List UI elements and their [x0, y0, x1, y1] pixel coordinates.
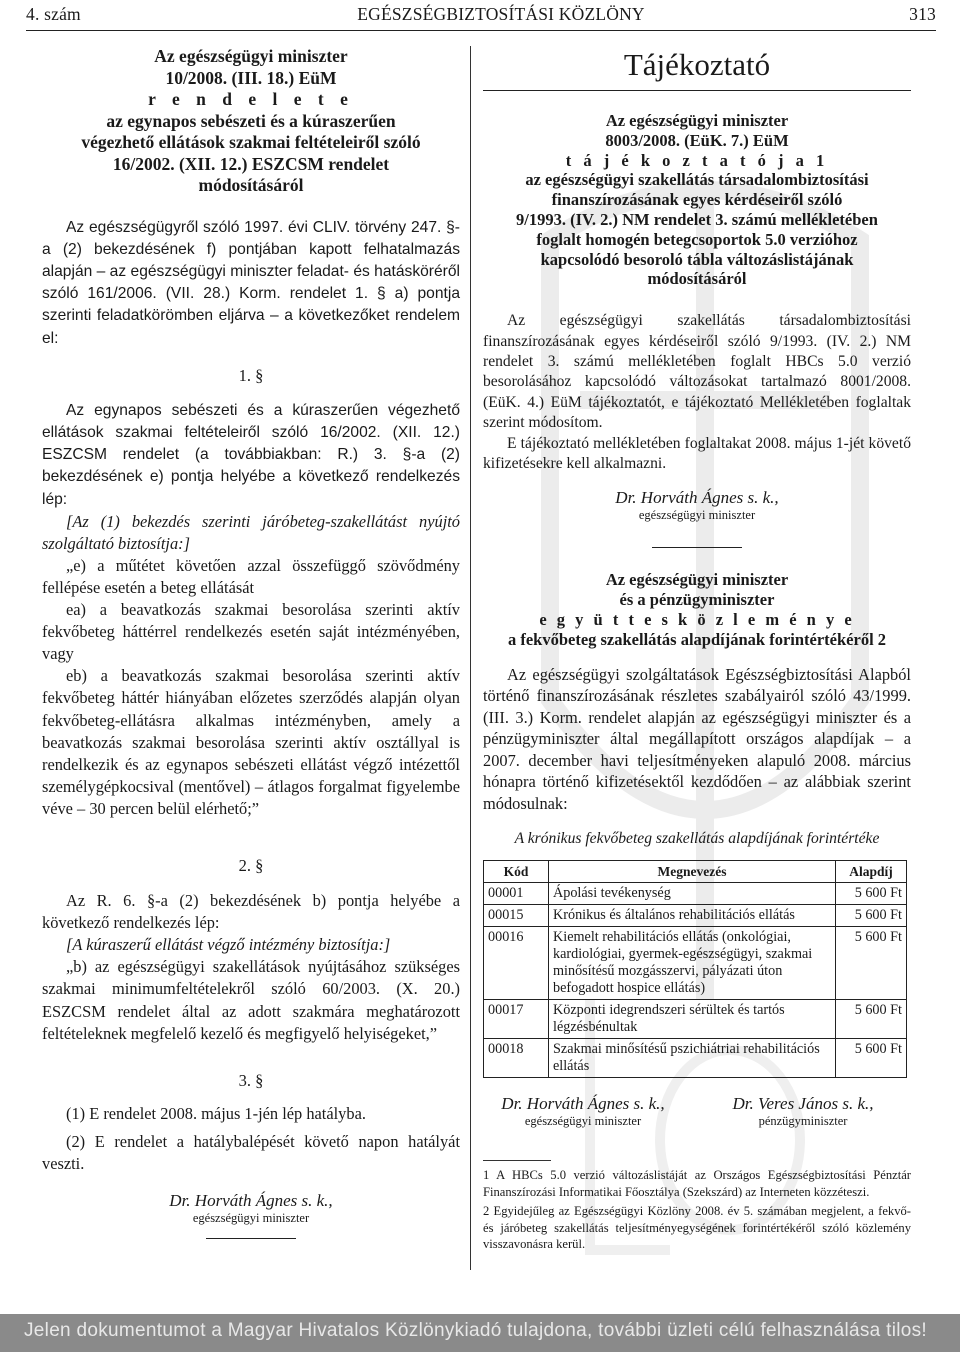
joint-notice-para: Az egészségügyi szolgáltatások Egészségbiztosítási Alapból történő finanszírozásának részletes szabályairól szóló 43/1999. (III. 3.) Korm. rendelet alapján az egészségügyi miniszter és a pénzügyminiszter által megállapított országos alapdíjak – a 2007. december havi teljesítményeken alapuló 2008. március hónapra történő kifizetésektől kezdődően – az alábbiak szerint módosulnak: — [483, 664, 911, 813]
fee-cell: 5 600 Ft — [836, 883, 907, 905]
issue-number: 4. szám — [26, 4, 81, 24]
header-rule — [26, 30, 936, 31]
page-header — [26, 4, 936, 28]
notice-para-2: E tájékoztató mellékletében foglaltakat 2008. május 1-jét követő kifizetésekre kell alkalmazni. — [483, 434, 911, 473]
title-line: Az egészségügyi miniszter — [154, 46, 348, 66]
table-row — [484, 927, 907, 1000]
code-cell: 00018 — [484, 1039, 549, 1078]
section-1-item-e: „e) a műtétet követően azzal összefüggő szövődmény fellépése esetén a beteg ellátását — [42, 555, 460, 598]
section-2-title: 2. § — [238, 856, 264, 876]
title-line: 16/2002. (XII. 12.) ESZCSM rendelet — [112, 153, 390, 174]
ownership-banner — [0, 1314, 960, 1352]
title-line: módosításáról — [647, 269, 747, 289]
signature-name: Dr. Horváth Ágnes s. k., — [501, 1094, 665, 1114]
table-row — [484, 1000, 907, 1039]
section-1-title: 1. § — [238, 365, 264, 385]
signature-name: Dr. Veres János s. k., — [732, 1094, 874, 1114]
fee-cell: 5 600 Ft — [836, 927, 907, 1000]
preamble: Az egészségügyről szóló 1997. évi CLIV. törvény 247. §-a (2) bekezdésének f) pontjában kapott felhatalmazás alapján – az egészségügyi miniszter feladat- és hatásköréről szóló 161/2006. (VII. 28.) Korm. rendelet 1. § a) pontja szerinti feladatkörömben eljárva – a következőket rendelem el: — [42, 218, 460, 347]
table-row — [484, 1039, 907, 1078]
notice-title — [483, 111, 911, 289]
end-rule — [206, 1238, 296, 1239]
journal-title: EGÉSZSÉGBIZTOSÍTÁSI KÖZLÖNY — [357, 4, 645, 24]
col-header-name: Megnevezés — [549, 861, 836, 883]
section-3-para-2: (2) E rendelet a hatálybalépését követő napon hatályát veszti. — [42, 1131, 460, 1173]
signature-role: egészségügyi miniszter — [192, 1210, 310, 1225]
joint-notice-title — [483, 570, 911, 649]
section-2-para: Az R. 6. §-a (2) bekezdésének b) pontja helyébe a következő rendelkezés lép: — [42, 891, 460, 933]
code-cell: 00001 — [484, 883, 549, 905]
title-line: és a pénzügyminiszter — [619, 590, 775, 610]
name-cell: Krónikus és általános rehabilitációs ellátás — [549, 905, 836, 927]
title-line: 10/2008. (III. 18.) EüM — [165, 67, 337, 88]
section-2-item-b: „b) az egészségügyi szakellátások nyújtásához szükséges szakmai minimumfeltételekről szóló 60/2003. (X. 20.) ESZCSM rendelet által az adott szakmára meghatározott feltételeknek megfelelő kezelő és megfigyelő helyiségeket,” — [42, 957, 460, 1043]
table-row — [484, 883, 907, 905]
table-caption: A krónikus fekvőbeteg szakellátás alapdíjának forintértéke — [514, 830, 880, 848]
table-header-row — [484, 861, 907, 883]
name-cell: Szakmai minősítésű pszichiátriai rehabilitációs ellátás — [549, 1039, 836, 1078]
section-1-item-eb: eb) a beavatkozás szakmai besorolása szerinti aktív fekvőbeteg háttér hiányában előzetes szerződés alapján olyan fekvőbeteg-ellátásra alkalmas intézményben, amely a beavatkozás szakmai besorolása szerinti aktív osztállyal is rendelkezik és az egynapos sebészeti ellátást végző intézettől személygépkocsival (mentővel) – átlagos forgalmat figyelembe véve – 30 percen belül elérhető;” — [42, 666, 460, 818]
title-line: a fekvőbeteg szakellátás alapdíjának forintértékéről 2 — [507, 629, 887, 649]
footnote-2: 2 Egyidejűleg az Egészségügyi Közlöny 2008. év 5. számában megjelent, a fekvő- és járóbeteg szakellátás teljesítményegységének forintértékéről szóló közlemény visszavonásra kerül. — [483, 1203, 911, 1252]
title-line: 8003/2008. (EüK. 7.) EüM — [605, 130, 789, 150]
signature-finance-minister — [703, 1094, 903, 1129]
decree-title — [42, 46, 460, 197]
name-cell: Kiemelt rehabilitációs ellátás (onkológiai, kardiológiai, gyermek-egészségügyi, szakmai minősítésű mozgásszervi, pályázati úton befogadott hospice ellátás) — [549, 927, 836, 1000]
ownership-banner-text: Jelen dokumentumot a Magyar Hivatalos Közlönykiadó tulajdona, további üzleti célú felhasználása tilos! — [24, 1320, 927, 1341]
signature-role: egészségügyi miniszter — [524, 1114, 642, 1129]
notice-signature-role: egészségügyi miniszter — [638, 508, 756, 523]
name-cell: Központi idegrendszeri sérültek és tartós légzésbénultak — [549, 1000, 836, 1039]
code-cell: 00017 — [484, 1000, 549, 1039]
fee-cell: 5 600 Ft — [836, 1039, 907, 1078]
title-line: foglalt homogén betegcsoportok 5.0 verzióhoz — [536, 229, 858, 249]
title-line: Az egészségügyi miniszter — [605, 111, 789, 130]
notice-end-rule — [652, 547, 742, 548]
col-header-fee: Alapdíj — [836, 861, 907, 883]
heading-rule — [483, 90, 911, 91]
section-1-para: Az egynapos sebészeti és a kúraszerűen végezhető ellátások szakmai feltételeiről szóló 16/2002. (XII. 12.) ESZCSM rendelet (a továbbiakban: R.) 3. §-a (2) bekezdésének e) pontja helyébe a következő rendelkezés lép: — [42, 401, 460, 508]
notice-signature-name: Dr. Horváth Ágnes s. k., — [615, 488, 779, 508]
name-cell: Ápolási tevékenység — [549, 883, 836, 905]
left-column — [42, 46, 460, 1239]
signature-health-minister — [483, 1094, 683, 1129]
section-3-title: 3. § — [238, 1070, 264, 1090]
column-divider — [470, 46, 471, 1270]
title-line: e g y ü t t e s k ö z l e m é n y e — [539, 610, 855, 630]
footnote-1: 1 A HBCs 5.0 verzió változáslistáját az Országos Egészségbiztosítási Pénztár Finanszírozási Informatikai Főosztálya (Szekszárd) az Interneten közzéteszi. — [483, 1168, 911, 1199]
page-number: 313 — [909, 4, 936, 24]
title-line: r e n d e l e t e — [148, 89, 354, 109]
title-line: végezhető ellátások szakmai feltételeiről szóló — [81, 132, 421, 152]
notice-para-1: Az egészségügyi szakellátás társadalombiztosítási finanszírozásának egyes kérdéseiről szóló 9/1993. (IV. 2.) NM rendelet 3. számú mellékletében foglalt HBCs 5.0 verzió besorolásához kapcsolódó változásokat tartalmazó 8001/2008. (EüK. 4.) EüM tájékoztatót, e tájékoztató Mellékletében foglaltak szerint módosítom. — [483, 312, 911, 432]
title-line: módosításáról — [198, 175, 304, 195]
joint-signatures — [483, 1094, 911, 1138]
title-line: t á j é k o z t a t ó j a 1 — [565, 150, 829, 170]
base-fee-table — [483, 860, 907, 1078]
section-3-para-1: (1) E rendelet 2008. május 1-jén lép hatályba. — [66, 1103, 366, 1123]
title-line: az egészségügyi szakellátás társadalombiztosítási — [525, 170, 869, 190]
fee-cell: 5 600 Ft — [836, 1000, 907, 1039]
right-column — [483, 46, 911, 1253]
section-2-bracket: [A kúraszerű ellátást végző intézmény biztosítja:] — [66, 935, 391, 955]
code-cell: 00015 — [484, 905, 549, 927]
section-1-bracket: [Az (1) bekezdés szerinti járóbeteg-szakellátást nyújtó szolgáltató biztosítja:] — [42, 511, 460, 553]
signature-name: Dr. Horváth Ágnes s. k., — [169, 1190, 333, 1210]
code-cell: 00016 — [484, 927, 549, 1000]
signature-role: pénzügyminiszter — [758, 1114, 848, 1129]
title-line: Az egészségügyi miniszter — [605, 570, 789, 590]
title-line: finanszírozásának egyes kérdéseiről szóló — [551, 190, 843, 210]
col-header-code: Kód — [484, 861, 549, 883]
title-line: kapcsolódó besoroló tábla változáslistájának — [540, 249, 854, 269]
footnote-rule — [483, 1160, 551, 1161]
fee-cell: 5 600 Ft — [836, 905, 907, 927]
title-line: az egynapos sebészeti és a kúraszerűen — [106, 110, 396, 131]
title-line: 9/1993. (IV. 2.) NM rendelet 3. számú mellékletében — [516, 209, 878, 229]
section-1-item-ea: ea) a beavatkozás szakmai besorolása szerinti aktív fekvőbeteg háttérrel rendelkezés esetén saját intézményében, vagy — [42, 600, 460, 664]
table-row — [484, 905, 907, 927]
section-heading: Tájékoztató — [623, 47, 771, 82]
